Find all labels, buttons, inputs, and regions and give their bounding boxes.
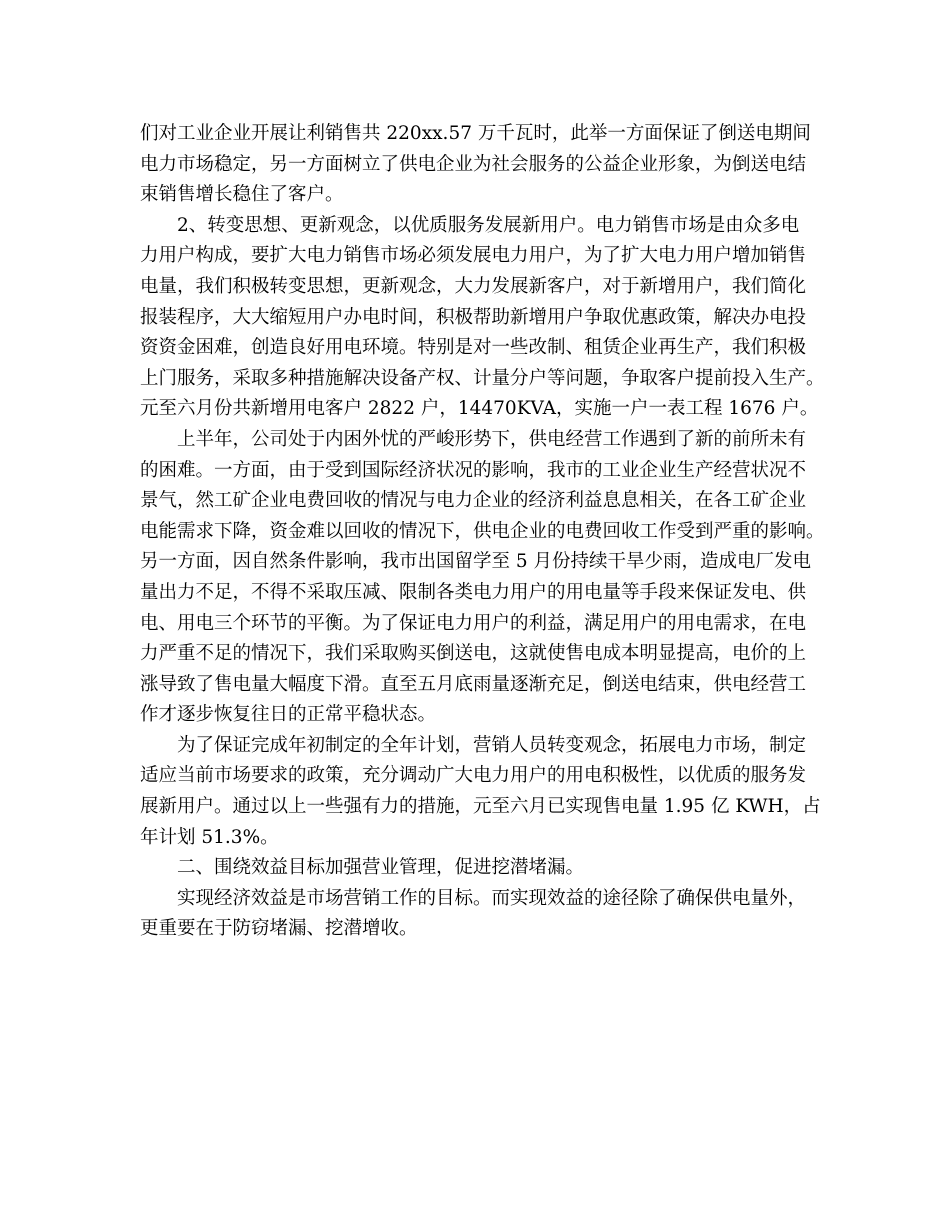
text-line: 另一方面，因自然条件影响，我市出国留学至 5 月份持续干旱少雨，造成电厂发电	[140, 551, 812, 573]
section-heading: 二、围绕效益目标加强营业管理，促进挖潜堵漏。	[177, 857, 585, 879]
paragraph-continuation	[140, 119, 830, 211]
text-line: 涨导致了售电量大幅度下滑。直至五月底雨量逐渐充足，倒送电结束，供电经营工	[140, 673, 807, 695]
text-line: 为了保证完成年初制定的全年计划，营销人员转变观念，拓展电力市场，制定	[177, 734, 807, 756]
text-line: 元至六月份共新增用电客户 2822 户，14470KVA，实施一户一表工程 1676 户。	[140, 398, 819, 420]
text-line: 力用户构成，要扩大电力销售市场必须发展电力用户，为了扩大电力用户增加销售	[140, 245, 807, 267]
text-line: 资资金困难，创造良好用电环境。特别是对一些改制、租赁企业再生产，我们积极	[140, 337, 807, 359]
text-line: 的困难。一方面，由于受到国际经济状况的影响，我市的工业企业生产经营状况不	[140, 459, 807, 481]
text-line: 年计划 51.3%。	[140, 826, 279, 848]
text-line: 电力市场稳定，另一方面树立了供电企业为社会服务的公益企业形象，为倒送电结	[140, 153, 807, 175]
text-line: 适应当前市场要求的政策，充分调动广大电力用户的用电积极性，以优质的服务发	[140, 765, 807, 787]
paragraph-economic-benefit	[140, 884, 830, 945]
text-line: 作才逐步恢复往日的正常平稳状态。	[140, 704, 437, 726]
text-line: 景气，然工矿企业电费回收的情况与电力企业的经济利益息息相关，在各工矿企业	[140, 490, 807, 512]
paragraph-annual-plan	[140, 731, 830, 853]
text-line: 报装程序，大大缩短用户办电时间，积极帮助新增用户争取优惠政策，解决办电投	[140, 306, 807, 328]
text-line: 2、转变思想、更新观念，以优质服务发展新用户。电力销售市场是由众多电	[177, 214, 800, 236]
text-line: 束销售增长稳住了客户。	[140, 184, 344, 206]
section-heading-two	[140, 853, 830, 884]
text-line: 更重要在于防窃堵漏、挖潜增收。	[140, 918, 418, 940]
text-line: 量出力不足，不得不采取压减、限制各类电力用户的用电量等手段来保证发电、供	[140, 581, 807, 603]
text-line: 上半年，公司处于内困外忧的严峻形势下，供电经营工作遇到了新的前所未有	[177, 428, 807, 450]
text-line: 们对工业企业开展让利销售共 220xx.57 万千瓦时，此举一方面保证了倒送电期间	[140, 123, 811, 144]
text-line: 电能需求下降，资金难以回收的情况下，供电企业的电费回收工作受到严重的影响。	[140, 520, 825, 542]
text-line: 力严重不足的情况下，我们采取购买倒送电，这就使售电成本明显提高，电价的上	[140, 643, 807, 665]
text-line: 电、用电三个环节的平衡。为了保证电力用户的利益，满足用户的用电需求，在电	[140, 612, 807, 634]
text-line: 实现经济效益是市场营销工作的目标。而实现效益的途径除了确保供电量外，	[177, 887, 807, 909]
paragraph-new-users	[140, 211, 830, 425]
document-body	[140, 119, 830, 945]
paragraph-first-half	[140, 425, 830, 731]
text-line: 电量，我们积极转变思想，更新观念，大力发展新客户，对于新增用户，我们简化	[140, 275, 807, 297]
text-line: 展新用户。通过以上一些强有力的措施，元至六月已实现售电量 1.95 亿 KWH，占	[140, 796, 821, 818]
text-line: 上门服务，采取多种措施解决设备产权、计量分户等问题，争取客户提前投入生产。	[140, 367, 825, 389]
